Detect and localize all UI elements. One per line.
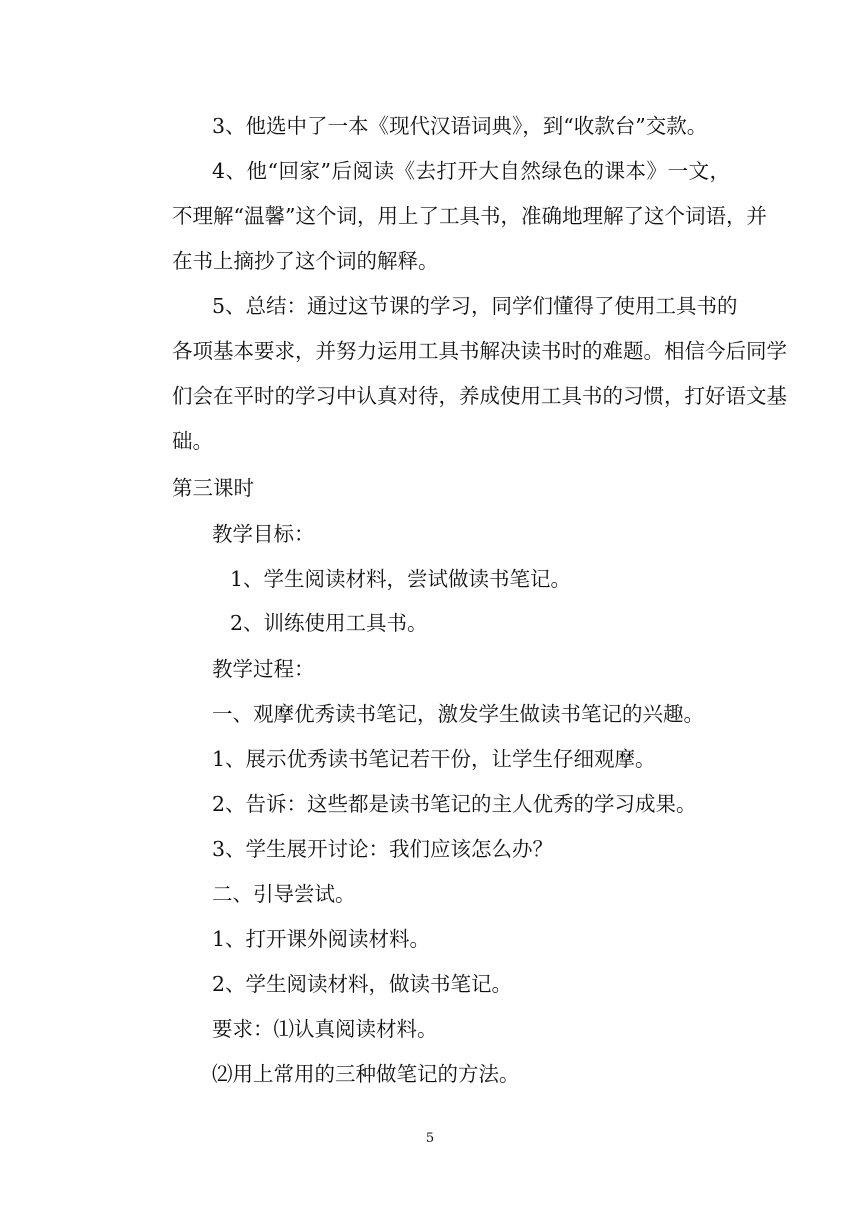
text-line: 一、观摩优秀读书笔记，激发学生做读书笔记的兴趣。 [212, 702, 704, 726]
list-item: 1、打开课外阅读材料。 [212, 927, 431, 951]
text-line: 3、他选中了一本《现代汉语词典》，到“收款台”交款。 [212, 114, 708, 138]
list-item: 2、学生阅读材料，做读书笔记。 [212, 972, 513, 996]
text-line: 础。 [172, 429, 213, 453]
list-item: 2、告诉：这些都是读书笔记的主人优秀的学习成果。 [212, 792, 697, 816]
list-item: 1、学生阅读材料，尝试做读书笔记。 [230, 567, 572, 591]
text-line: 二、引导尝试。 [212, 882, 356, 906]
subheading: 教学目标： [212, 522, 315, 546]
text-line: 不理解“温馨”这个词，用上了工具书，准确地理解了这个词语，并 [172, 204, 767, 228]
text-line: 在书上摘抄了这个词的解释。 [172, 249, 439, 273]
text-line: 各项基本要求，并努力运用工具书解决读书时的难题。相信今后同学 [172, 339, 787, 363]
text-line: 5、总结：通过这节课的学习，同学们懂得了使用工具书的 [212, 294, 738, 318]
text-line: 4、他“回家”后阅读《去打开大自然绿色的课本》一文， [212, 159, 730, 183]
list-item: 3、学生展开讨论：我们应该怎么办？ [212, 837, 554, 861]
list-item: 1、展示优秀读书笔记若干份，让学生仔细观摩。 [212, 747, 656, 771]
text-line: 要求：⑴认真阅读材料。 [212, 1017, 438, 1041]
subheading: 教学过程： [212, 657, 315, 681]
section-heading: 第三课时 [172, 476, 254, 500]
page-number: 5 [425, 1131, 435, 1146]
text-line: ⑵用上常用的三种做笔记的方法。 [212, 1062, 520, 1086]
list-item: 2、训练使用工具书。 [230, 611, 428, 635]
text-line: 们会在平时的学习中认真对待，养成使用工具书的习惯，打好语文基 [172, 384, 787, 408]
